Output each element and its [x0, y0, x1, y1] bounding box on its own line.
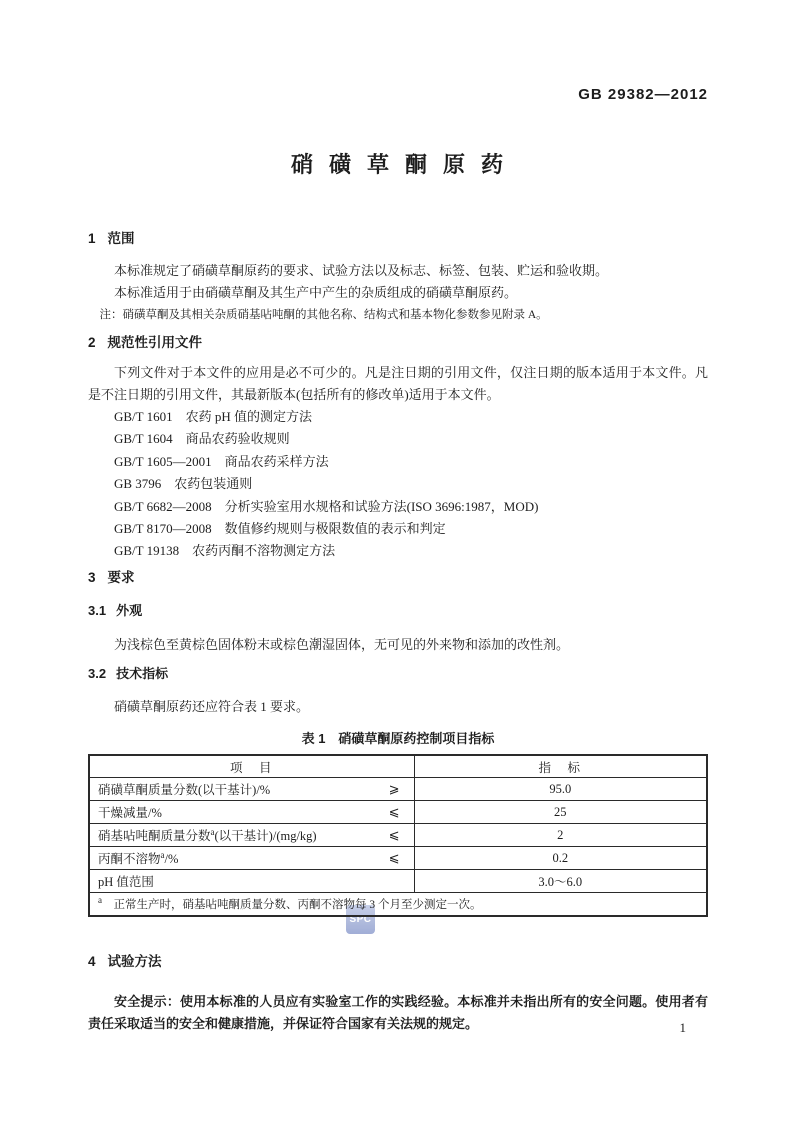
- references-intro: 下列文件对于本文件的应用是必不可少的。凡是注日期的引用文件，仅注日期的版本适用于本文件。凡是不注日期的引用文件，其最新版本(包括所有的修改单)适用于本文件。: [88, 365, 708, 402]
- section-3-1-heading: [88, 602, 708, 619]
- section-number: 2: [88, 335, 96, 350]
- watermark-logo-icon: SPC: [349, 914, 372, 925]
- section-number: 3: [88, 569, 96, 585]
- column-header-item: 项 目: [89, 755, 414, 778]
- section-4-heading: [88, 953, 708, 971]
- safety-warning-paragraph: 安全提示：使用本标准的人员应有实验室工作的实践经验。本标准并未指出所有的安全问题。使用者有责任采取适当的安全和健康措施，并保证符合国家有关法规的规定。: [88, 993, 708, 1031]
- scope-paragraph-1: 本标准规定了硝磺草酮原药的要求、试验方法以及标志、标签、包装、贮运和验收期。: [114, 263, 609, 278]
- table-row: [89, 801, 707, 824]
- item-value: 0.2: [414, 847, 707, 870]
- reference-item: GB/T 1605—2001 商品农药采样方法: [114, 453, 329, 469]
- section-3-2-heading: [88, 665, 708, 682]
- reference-item: GB/T 8170—2008 数值修约规则与极限数值的表示和判定: [114, 521, 446, 537]
- section-1-heading: [88, 230, 708, 248]
- comparison-symbol: ⩽: [388, 827, 400, 843]
- item-label: 硝基呫吨酮质量分数$^a$(以干基计)/(mg/kg): [98, 827, 317, 844]
- table-row: [89, 824, 707, 847]
- footnote-marker: a: [98, 895, 102, 906]
- section-title: 规范性引用文件: [107, 335, 203, 350]
- table-header-row: [89, 755, 707, 778]
- table-row: [89, 847, 707, 870]
- appearance-paragraph: 为浅棕色至黄棕色固体粉末或棕色潮湿固体，无可见的外来物和添加的改性剂。: [114, 636, 570, 652]
- comparison-symbol: ⩾: [388, 781, 400, 797]
- reference-item: GB 3796 农药包装通则: [114, 476, 253, 492]
- technical-index-paragraph: 硝磺草酮原药还应符合表 1 要求。: [114, 698, 310, 714]
- footnote-marker: a: [210, 827, 215, 838]
- table-row: [89, 778, 707, 801]
- reference-item: GB/T 1604 商品农药验收规则: [114, 431, 290, 447]
- item-label: 硝磺草酮质量分数(以干基计)/%: [98, 783, 271, 798]
- table-1-caption: 表 1 硝磺草酮原药控制项目指标: [301, 730, 495, 746]
- references-list: [88, 406, 708, 563]
- reference-item: GB/T 19138 农药丙酮不溶物测定方法: [114, 543, 336, 559]
- reference-item: GB/T 6682—2008 分析实验室用水规格和试验方法(ISO 3696:1987，MOD): [114, 498, 539, 514]
- section-title: 技术指标: [116, 665, 169, 681]
- section-title: 要求: [107, 569, 135, 585]
- table-footnote: $^a$ 正常生产时，硝基呫吨酮质量分数、丙酮不溶物每 3 个月至少测定一次。: [89, 893, 707, 916]
- item-value: 95.0: [414, 778, 707, 801]
- item-value: 2: [414, 824, 707, 847]
- comparison-symbol: ⩽: [388, 804, 400, 820]
- item-label: 干燥减量/%: [98, 806, 162, 821]
- column-header-value: 指 标: [414, 755, 707, 778]
- section-2-heading: [88, 334, 708, 352]
- page-number: 1: [679, 1020, 686, 1035]
- standard-number: GB 29382—2012: [578, 86, 708, 103]
- spec-table: [88, 754, 708, 917]
- section-number: 4: [88, 953, 96, 969]
- item-value: 3.0～6.0: [414, 870, 707, 893]
- table-footnote-row: [89, 893, 707, 916]
- item-label: pH 值范围: [98, 875, 154, 890]
- item-value: 25: [414, 801, 707, 824]
- scope-paragraph-2: 本标准适用于由硝磺草酮及其生产中产生的杂质组成的硝磺草酮原药。: [114, 285, 518, 300]
- section-title: 范围: [107, 231, 135, 246]
- item-label: 丙酮不溶物$^a$/%: [98, 850, 179, 867]
- table-row: [89, 870, 707, 893]
- section-title: 外观: [116, 602, 143, 618]
- reference-item: GB/T 1601 农药 pH 值的测定方法: [114, 409, 313, 424]
- section-number: 3.2: [88, 665, 107, 681]
- section-number: 3.1: [88, 602, 107, 618]
- scope-note: 注：硝磺草酮及其相关杂质硝基呫吨酮的其他名称、结构式和基本物化参数参见附录 A。: [99, 309, 548, 321]
- footnote-marker: a: [160, 850, 165, 861]
- document-body: [88, 224, 708, 1035]
- page-title: 硝磺草酮原药: [290, 152, 519, 177]
- section-3-heading: [88, 569, 708, 587]
- section-title: 试验方法: [107, 953, 162, 969]
- section-number: 1: [88, 231, 96, 246]
- comparison-symbol: ⩽: [388, 850, 400, 866]
